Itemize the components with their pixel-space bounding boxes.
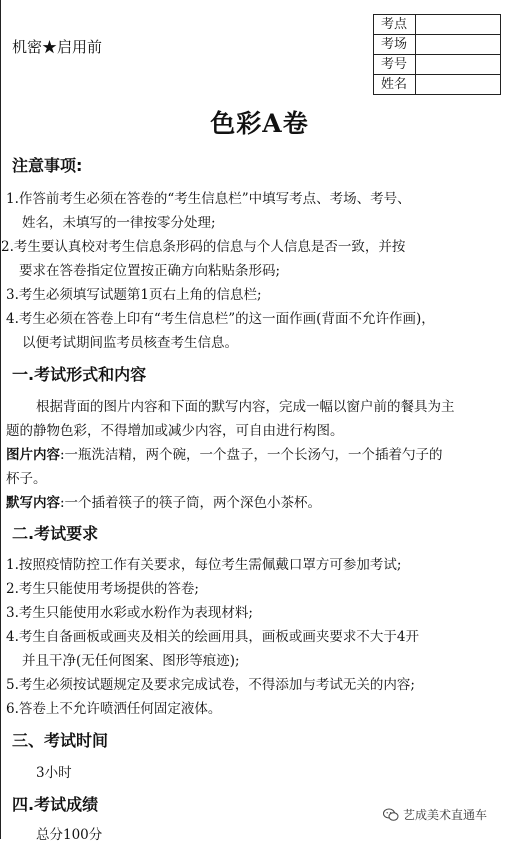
section1-intro-line: 根据背面的图片内容和下面的默写内容，完成一幅以窗户前的餐具为主 — [36, 399, 455, 415]
info-field-exam-site — [416, 15, 501, 35]
picture-content-text: :一瓶洗洁精，两个碗，一个盘子，一个长汤勺，一个插着勺子的 — [60, 447, 443, 463]
requirement-line: 4.考生自备画板或画夹及相关的绘画用具，画板或画夹要求不大于4开 — [6, 629, 419, 645]
notice-line: 2.考生要认真校对考生信息条形码的信息与个人信息是否一致，并按 — [1, 239, 406, 255]
info-label-exam-number: 考号 — [374, 55, 416, 75]
notice-line: 要求在答卷指定位置按正确方向粘贴条形码; — [19, 263, 281, 279]
picture-content-label: 图片内容 — [6, 447, 60, 463]
wechat-icon — [383, 808, 399, 822]
requirement-line: 2.考生只能使用考场提供的答卷; — [6, 581, 199, 597]
notice-line: 4.考生必须在答卷上印有“考生信息栏”的这一面作画(背面不允许作画)， — [6, 311, 435, 327]
section-heading-requirements: 二.考试要求 — [12, 524, 99, 543]
info-label-exam-room: 考场 — [374, 35, 416, 55]
requirement-line: 3.考生只能使用水彩或水粉作为表现材料; — [6, 605, 253, 621]
confidential-label: 机密★启用前 — [12, 38, 103, 56]
notice-line: 姓名，未填写的一律按零分处理; — [22, 215, 216, 231]
info-field-exam-room — [416, 35, 501, 55]
section-heading-time: 三、考试时间 — [12, 731, 109, 750]
total-score: 总分100分 — [36, 827, 103, 843]
section-heading-format: 一.考试形式和内容 — [12, 365, 147, 384]
requirement-line: 5.考生必须按试题规定及要求完成试卷，不得添加与考试无关的内容; — [6, 677, 415, 693]
dictation-content-text: :一个插着筷子的筷子筒，两个深色小茶杯。 — [60, 495, 322, 511]
picture-content-continuation: 杯子。 — [6, 471, 47, 487]
candidate-info-table — [373, 14, 501, 95]
requirement-line: 并且干净(无任何图案、图形等痕迹); — [22, 653, 240, 669]
section1-intro-line: 题的静物色彩，不得增加或减少内容，可自由进行构图。 — [6, 423, 344, 439]
watermark-text: 艺成美术直通车 — [403, 808, 488, 822]
watermark — [383, 806, 487, 823]
notice-heading: 注意事项: — [12, 156, 83, 175]
info-label-exam-site: 考点 — [374, 15, 416, 35]
notice-line: 以便考试期间监考员核查考生信息。 — [22, 335, 238, 351]
dictation-content-label: 默写内容 — [6, 495, 60, 511]
requirement-line: 1.按照疫情防控工作有关要求，每位考生需佩戴口罩方可参加考试; — [6, 557, 402, 573]
requirement-line: 6.答卷上不允许喷洒任何固定液体。 — [6, 701, 222, 717]
info-field-name — [416, 75, 501, 95]
dictation-content-line — [6, 491, 321, 511]
picture-content-line — [6, 443, 443, 463]
section-heading-score: 四.考试成绩 — [12, 795, 99, 814]
info-label-name: 姓名 — [374, 75, 416, 95]
notice-line: 1.作答前考生必须在答卷的“考生信息栏”中填写考点、考场、考号、 — [6, 191, 411, 207]
exam-duration: 3小时 — [36, 765, 72, 781]
info-field-exam-number — [416, 55, 501, 75]
paper-title: 色彩A卷 — [210, 109, 309, 138]
notice-line: 3.考生必须填写试题第1页右上角的信息栏; — [6, 287, 262, 303]
